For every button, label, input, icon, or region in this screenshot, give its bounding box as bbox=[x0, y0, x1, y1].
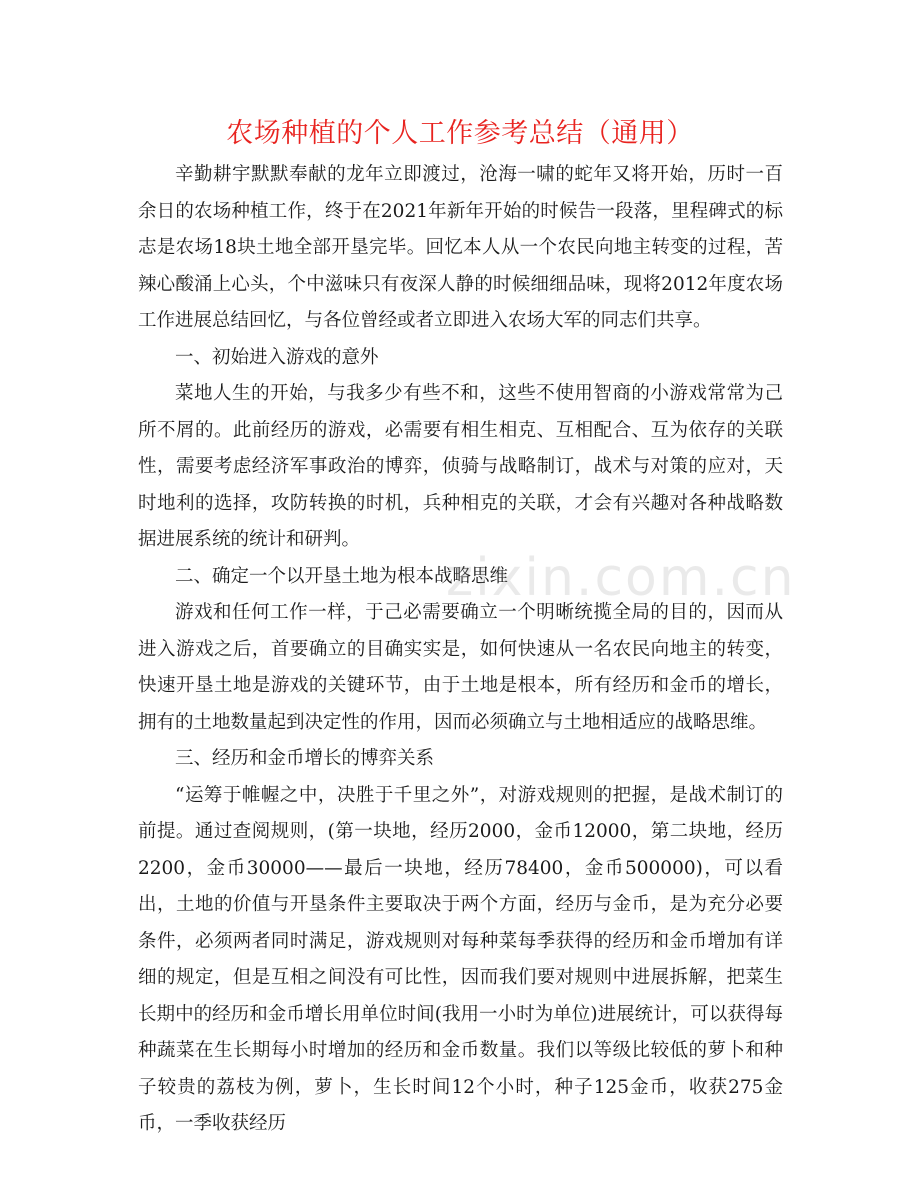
paragraph-section-1: 菜地人生的开始，与我多少有些不和，这些不使用智商的小游戏常常为己所不屑的。此前经历的游戏，必需要有相生相克、互相配合、互为依存的关联性，需要考虑经济军事政治的博弈，侦骑与战略制订，战术与对策的应对，天时地利的选择，攻防转换的时机，兵种相克的关联，才会有兴趣对各种战略数据进展系统的统计和研判。 bbox=[138, 383, 783, 550]
section-heading-1: 一、初始进入游戏的意外 bbox=[175, 346, 379, 368]
paragraph-section-2: 游戏和任何工作一样，于己必需要确立一个明晰统揽全局的目的，因而从进入游戏之后，首要确立的目确实实是，如何快速从一名农民向地主的转变，快速开垦土地是游戏的关键环节，由于土地是根本，所有经历和金币的增长，拥有的土地数量起到决定性的作用，因而必须确立与土地相适应的战略思维。 bbox=[138, 602, 783, 733]
paragraph-intro: 辛勤耕宇默默奉献的龙年立即渡过，沧海一啸的蛇年又将开始，历时一百余日的农场种植工作，终于在2021年新年开始的时候告一段落，里程碑式的标志是农场18块土地全部开垦完毕。回忆本人从一个农民向地主转变的过程，苦辣心酸涌上心头，个中滋味只有夜深人静的时候细细品味，现将2012年度农场工作进展总结回忆，与各位曾经或者立即进入农场大军的同志们共享。 bbox=[138, 164, 783, 331]
paragraph-section-3: “运筹于帷幄之中，决胜于千里之外”，对游戏规则的把握，是战术制订的前提。通过查阅规则，(第一块地，经历2000，金币12000，第二块地，经历2200，金币30000——最后一块地，经历78400，金币500000)，可以看出，土地的价值与开垦条件主要取决于两个方面，经历与金币，是为充分必要条件，必须两者同时满足，游戏规则对每种菜每季获得的经历和金币增加有详细的规定，但是互相之间没有可比性，因而我们要对规则中进展拆解，把菜生长期中的经历和金币增长用单位时间(我用一小时为单位)进展统计，可以获得每种蔬菜在生长期每小时增加的经历和金币数量。我们以等级比较低的萝卜和种子较贵的荔枝为例，萝卜，生长时间12个小时，种子125金币，收获275金币，一季收获经历 bbox=[138, 784, 783, 1134]
document-body bbox=[138, 157, 783, 1143]
section-heading-3: 三、经历和金币增长的博弈关系 bbox=[175, 748, 435, 769]
watermark: zixin.com.cn bbox=[446, 548, 796, 608]
section-heading-2: 二、确定一个以开垦土地为根本战略思维 bbox=[175, 565, 509, 587]
document-title: 农场种植的个人工作参考总结（通用） bbox=[226, 118, 694, 149]
